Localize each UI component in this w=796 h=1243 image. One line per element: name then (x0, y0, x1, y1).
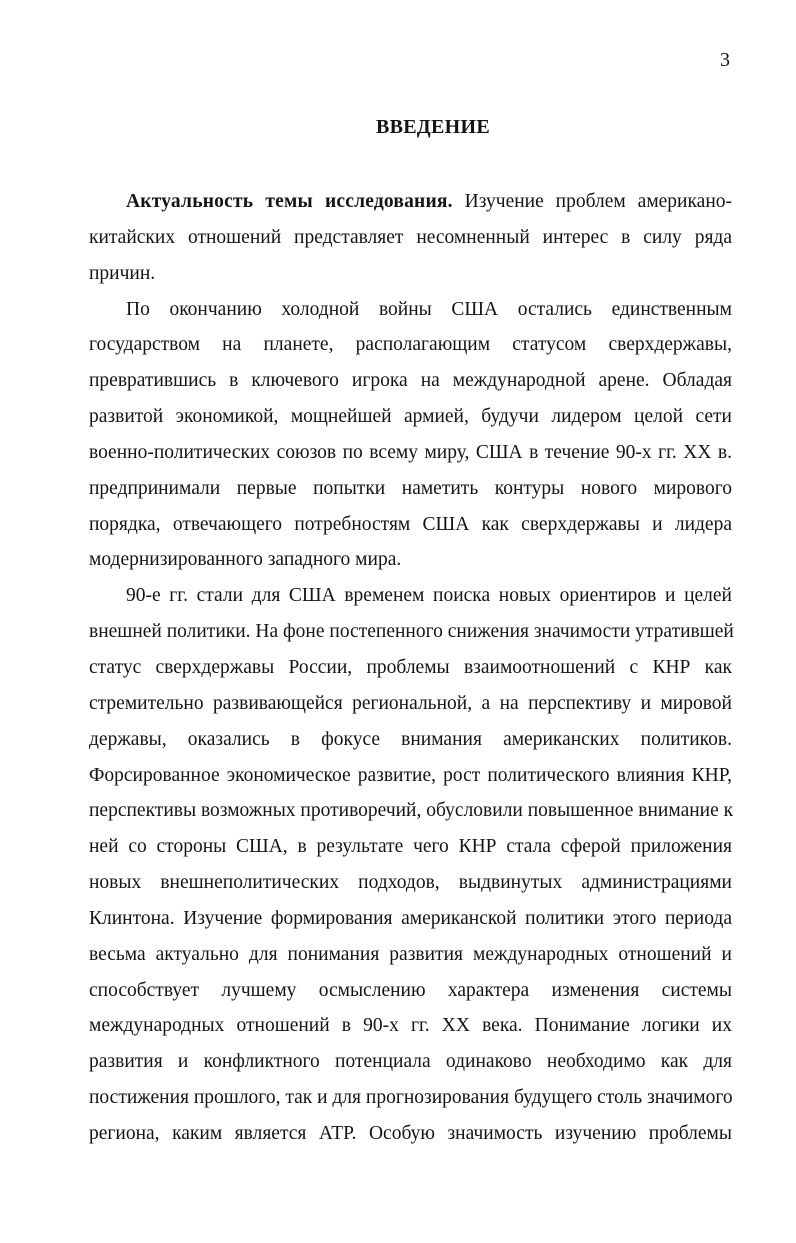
paragraph-3-line-11: весьма актуально для понимания развития международных отношений и (89, 943, 732, 965)
paragraph-2-line-1: По окончанию холодной войны США остались единственным (126, 298, 732, 320)
paragraph-2-line-6: предпринимали первые попытки наметить контуры нового мирового (89, 477, 732, 499)
paragraph-1-line-2: китайских отношений представляет несомненный интерес в силу ряда (89, 226, 732, 248)
paragraph-3-line-16: региона, каким является АТР. Особую значимость изучению проблемы (89, 1122, 732, 1144)
bold-lead-phrase: Актуальность темы исследования. (126, 191, 453, 212)
paragraph-3-line-13: международных отношений в 90-х гг. XX века. Понимание логики их (89, 1015, 732, 1037)
paragraph-2-line-5: военно-политических союзов по всему миру, США в течение 90-х гг. XX в. (89, 441, 732, 463)
page-number: 3 (720, 49, 730, 71)
paragraph-3-line-5: державы, оказались в фокусе внимания американских политиков. (89, 728, 732, 750)
paragraph-2-line-2: государством на планете, располагающим статусом сверхдержавы, (89, 334, 732, 356)
paragraph-1-line-1-rest: Изучение проблем американо- (452, 191, 733, 212)
paragraph-2-line-4: развитой экономикой, мощнейшей армией, будучи лидером целой сети (89, 406, 732, 428)
paragraph-3-line-14: развития и конфликтного потенциала одинаково необходимо как для (89, 1051, 732, 1073)
section-heading: ВВЕДЕНИЕ (376, 116, 490, 138)
paragraph-3-line-6: Форсированное экономическое развитие, рост политического влияния КНР, (89, 764, 732, 786)
paragraph-3-line-2: внешней политики. На фоне постепенного снижения значимости утратившей (89, 621, 734, 643)
paragraph-3-line-3: статус сверхдержавы России, проблемы взаимоотношений с КНР как (89, 656, 732, 678)
body-text (89, 184, 732, 1152)
paragraph-2-line-7: порядка, отвечающего потребностям США как сверхдержавы и лидера (89, 513, 732, 535)
paragraph-3-line-8: ней со стороны США, в результате чего КНР стала сферой приложения (89, 836, 732, 858)
paragraph-3-line-12: способствует лучшему осмыслению характера изменения системы (89, 979, 732, 1001)
paragraph-3-line-10: Клинтона. Изучение формирования американской политики этого периода (89, 907, 732, 929)
paragraph-3-line-15: постижения прошлого, так и для прогнозирования будущего столь значимого (89, 1087, 733, 1109)
paragraph-1-line-1 (89, 184, 732, 220)
paragraph-3-line-7: перспективы возможных противоречий, обусловили повышенное внимание к (89, 800, 734, 822)
paragraph-2-line-8: модернизированного западного мира. (89, 549, 402, 571)
paragraph-1-line-3: причин. (89, 262, 156, 284)
paragraph-3-line-9: новых внешнеполитических подходов, выдвинутых администрациями (89, 872, 732, 894)
paragraph-3-line-1: 90-е гг. стали для США временем поиска новых ориентиров и целей (126, 585, 732, 607)
paragraph-3-line-4: стремительно развивающейся региональной, а на перспективу и мировой (89, 692, 732, 714)
paragraph-2-line-3: превратившись в ключевого игрока на международной арене. Обладая (89, 370, 732, 392)
